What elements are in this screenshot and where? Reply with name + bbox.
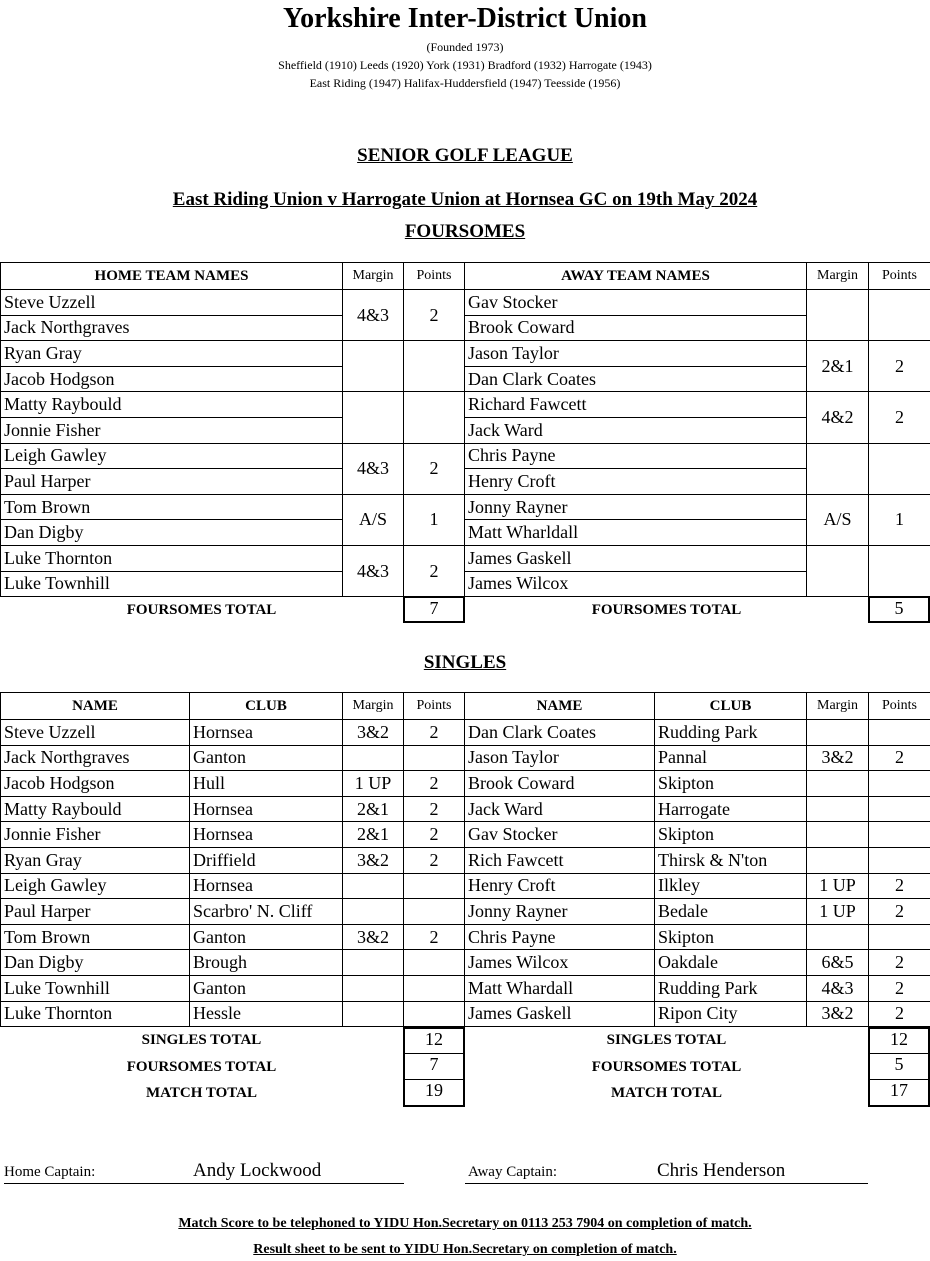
home-club: Hornsea [190,720,343,746]
singles-heading-text: SINGLES [423,652,507,673]
away-margin: 4&3 [807,975,869,1001]
away-margin [807,924,869,950]
foursomes-pair-row [1,392,930,418]
home-margin [343,745,404,771]
singles-row [1,796,930,822]
away-club: Harrogate [655,796,807,822]
home-player-name: Matty Raybould [1,796,190,822]
singles-row [1,950,930,976]
foursomes-table [0,262,930,597]
away-points: 2 [869,341,930,392]
home-player-name: Luke Thornton [1,545,343,571]
home-points-header: Points [404,263,465,290]
singles-row [1,975,930,1001]
away-club: Thirsk & N'ton [655,847,807,873]
home-margin: 3&2 [343,720,404,746]
foursomes-pair-row [1,494,930,520]
home-club: Hornsea [190,873,343,899]
away-margin [807,443,869,494]
home-club-header: CLUB [190,693,343,720]
away-player-name: Jason Taylor [465,341,807,367]
union-title: Yorkshire Inter-District Union [283,3,647,34]
away-singles-total-label: SINGLES TOTAL [606,1032,727,1048]
away-points: 2 [869,392,930,443]
away-points: 2 [869,899,930,925]
founded-text: (Founded 1973) [426,40,504,54]
away-points: 2 [869,745,930,771]
away-player-name: Gav Stocker [465,822,655,848]
footer-note-2-text: Result sheet to be sent to YIDU Hon.Secretary on completion of match. [253,1242,677,1257]
home-player-name: Steve Uzzell [1,720,190,746]
away-club: Pannal [655,745,807,771]
districts-line-2: East Riding (1947) Halifax-Huddersfield (1947) Teesside (1956) [309,76,621,90]
foursomes-pair-row [1,341,930,367]
home-margin-header: Margin [343,693,404,720]
away-team-header: AWAY TEAM NAMES [465,263,807,290]
home-foursomes-total-label-2: FOURSOMES TOTAL [126,1059,277,1075]
home-player-name: Ryan Gray [1,341,343,367]
home-club: Ganton [190,924,343,950]
footer-note-1 [0,1216,930,1232]
singles-row [1,720,930,746]
home-player-name: Jack Northgraves [1,315,343,341]
away-points-header: Points [869,263,930,290]
away-points [869,924,930,950]
home-player-name: Leigh Gawley [1,443,343,469]
home-points: 2 [404,796,465,822]
away-margin-header: Margin [807,693,869,720]
away-player-name: Matt Whardall [465,975,655,1001]
league-title [0,145,930,167]
home-captain-label: Home Captain: [4,1164,96,1180]
away-player-name: Dan Clark Coates [465,720,655,746]
home-points [404,341,465,392]
home-club: Scarbro' N. Cliff [190,899,343,925]
away-player-name: Jonny Rayner [465,494,807,520]
home-margin: A/S [343,494,404,545]
home-player-name: Jonnie Fisher [1,822,190,848]
home-points [404,745,465,771]
home-player-name: Paul Harper [1,899,190,925]
away-margin [807,290,869,341]
home-captain-line [4,1183,404,1184]
home-margin [343,899,404,925]
away-club: Ripon City [655,1001,807,1027]
away-margin: 2&1 [807,341,869,392]
away-club: Ilkley [655,873,807,899]
home-singles-total-label: SINGLES TOTAL [141,1032,262,1048]
home-points: 2 [404,720,465,746]
away-margin [807,771,869,797]
away-club-header: CLUB [655,693,807,720]
singles-row [1,899,930,925]
home-player-name: Jack Northgraves [1,745,190,771]
home-foursomes-total-value-2: 7 [403,1054,465,1080]
away-points [869,796,930,822]
away-player-name: Jason Taylor [465,745,655,771]
away-points: 2 [869,975,930,1001]
home-points [404,873,465,899]
home-club: Brough [190,950,343,976]
away-club: Skipton [655,822,807,848]
home-player-name: Tom Brown [1,924,190,950]
away-player-name: James Gaskell [465,545,807,571]
away-margin [807,545,869,596]
singles-row [1,873,930,899]
home-singles-total-value: 12 [403,1027,465,1054]
home-margin [343,975,404,1001]
home-margin: 4&3 [343,443,404,494]
home-points [404,392,465,443]
home-club: Hornsea [190,822,343,848]
away-margin: 1 UP [807,899,869,925]
foursomes-heading [0,221,930,243]
home-player-name: Dan Digby [1,520,343,546]
away-player-name: Matt Wharldall [465,520,807,546]
away-captain-label: Away Captain: [468,1164,558,1180]
home-margin: 1 UP [343,771,404,797]
home-margin: 4&3 [343,545,404,596]
away-points [869,545,930,596]
home-margin: 3&2 [343,847,404,873]
home-margin: 4&3 [343,290,404,341]
home-player-name: Steve Uzzell [1,290,343,316]
league-title-text: SENIOR GOLF LEAGUE [357,145,573,166]
away-club: Skipton [655,771,807,797]
away-name-header: NAME [465,693,655,720]
away-points [869,847,930,873]
foursomes-pair-row [1,315,930,341]
home-margin [343,873,404,899]
away-club: Skipton [655,924,807,950]
away-points [869,822,930,848]
away-points: 2 [869,1001,930,1027]
home-player-name: Matty Raybould [1,392,343,418]
home-player-name: Ryan Gray [1,847,190,873]
away-points [869,720,930,746]
away-margin: 3&2 [807,1001,869,1027]
home-player-name: Luke Townhill [1,571,343,597]
home-player-name: Jonnie Fisher [1,417,343,443]
away-player-name: Jonny Rayner [465,899,655,925]
footer-note-2 [0,1242,930,1258]
away-player-name: Henry Croft [465,469,807,495]
home-player-name: Tom Brown [1,494,343,520]
away-player-name: Henry Croft [465,873,655,899]
footer-note-1-text: Match Score to be telephoned to YIDU Hon.Secretary on 0113 253 7904 on completion of match. [178,1216,752,1231]
away-points: 2 [869,950,930,976]
away-margin: A/S [807,494,869,545]
away-player-name: Jack Ward [465,417,807,443]
away-foursomes-total-label-2: FOURSOMES TOTAL [591,1059,742,1075]
home-points: 2 [404,545,465,596]
home-club: Hornsea [190,796,343,822]
home-team-header: HOME TEAM NAMES [1,263,343,290]
away-club: Rudding Park [655,975,807,1001]
away-player-name: Brook Coward [465,771,655,797]
home-points: 2 [404,847,465,873]
home-margin: 2&1 [343,822,404,848]
away-margin-header: Margin [807,263,869,290]
home-club: Hessle [190,1001,343,1027]
home-player-name: Luke Thornton [1,1001,190,1027]
home-captain-name: Andy Lockwood [193,1160,322,1181]
home-points: 2 [404,822,465,848]
home-margin [343,341,404,392]
home-club: Hull [190,771,343,797]
away-margin [807,796,869,822]
away-player-name: Dan Clark Coates [465,366,807,392]
away-player-name: Chris Payne [465,924,655,950]
foursomes-pair-row [1,571,930,597]
home-points [404,899,465,925]
home-player-name: Jacob Hodgson [1,366,343,392]
away-player-name: James Wilcox [465,950,655,976]
home-points-header: Points [404,693,465,720]
away-margin [807,822,869,848]
home-points: 2 [404,924,465,950]
away-points-header: Points [869,693,930,720]
home-margin [343,950,404,976]
away-club: Bedale [655,899,807,925]
home-player-name: Luke Townhill [1,975,190,1001]
away-club: Rudding Park [655,720,807,746]
away-margin [807,847,869,873]
home-club: Ganton [190,975,343,1001]
home-name-header: NAME [1,693,190,720]
home-margin-header: Margin [343,263,404,290]
foursomes-pair-row [1,366,930,392]
foursomes-pair-row [1,290,930,316]
home-player-name: Jacob Hodgson [1,771,190,797]
home-match-total-value: 19 [403,1080,465,1107]
away-points [869,290,930,341]
home-points: 1 [404,494,465,545]
away-margin: 3&2 [807,745,869,771]
home-points [404,950,465,976]
home-club: Driffield [190,847,343,873]
home-foursomes-total-label: FOURSOMES TOTAL [126,602,277,618]
foursomes-pair-row [1,443,930,469]
foursomes-pair-row [1,417,930,443]
away-points: 2 [869,873,930,899]
home-margin [343,392,404,443]
away-foursomes-total-value: 5 [868,596,930,623]
home-match-total-label: MATCH TOTAL [146,1085,257,1101]
away-player-name: Jack Ward [465,796,655,822]
foursomes-pair-row [1,469,930,495]
away-player-name: Richard Fawcett [465,392,807,418]
home-margin: 3&2 [343,924,404,950]
home-player-name: Leigh Gawley [1,873,190,899]
away-club: Oakdale [655,950,807,976]
home-points [404,975,465,1001]
away-match-total-value: 17 [868,1080,930,1107]
home-player-name: Paul Harper [1,469,343,495]
away-margin: 1 UP [807,873,869,899]
singles-heading [0,652,930,674]
away-player-name: Gav Stocker [465,290,807,316]
foursomes-heading-text: FOURSOMES [404,221,526,242]
home-foursomes-total-value: 7 [403,596,465,623]
singles-row [1,924,930,950]
match-title [0,189,930,211]
home-player-name: Dan Digby [1,950,190,976]
away-player-name: James Gaskell [465,1001,655,1027]
home-club: Ganton [190,745,343,771]
home-margin [343,1001,404,1027]
singles-row [1,771,930,797]
away-player-name: James Wilcox [465,571,807,597]
away-match-total-label: MATCH TOTAL [611,1085,722,1101]
away-captain-name: Chris Henderson [657,1160,786,1181]
away-points [869,443,930,494]
singles-row [1,745,930,771]
home-points: 2 [404,771,465,797]
away-points: 1 [869,494,930,545]
away-margin: 6&5 [807,950,869,976]
away-player-name: Brook Coward [465,315,807,341]
home-points: 2 [404,290,465,341]
singles-row [1,822,930,848]
singles-row [1,1001,930,1027]
home-margin: 2&1 [343,796,404,822]
away-player-name: Rich Fawcett [465,847,655,873]
away-foursomes-total-label: FOURSOMES TOTAL [591,602,742,618]
foursomes-pair-row [1,545,930,571]
away-points [869,771,930,797]
home-points [404,1001,465,1027]
home-points: 2 [404,443,465,494]
away-player-name: Chris Payne [465,443,807,469]
singles-table [0,692,930,1027]
away-foursomes-total-value-2: 5 [868,1054,930,1080]
away-captain-line [465,1183,868,1184]
districts-line-1: Sheffield (1910) Leeds (1920) York (1931) Bradford (1932) Harrogate (1943) [278,58,652,72]
singles-row [1,847,930,873]
match-title-text: East Riding Union v Harrogate Union at Hornsea GC on 19th May 2024 [172,189,758,210]
foursomes-pair-row [1,520,930,546]
away-margin [807,720,869,746]
away-margin: 4&2 [807,392,869,443]
away-singles-total-value: 12 [868,1027,930,1054]
